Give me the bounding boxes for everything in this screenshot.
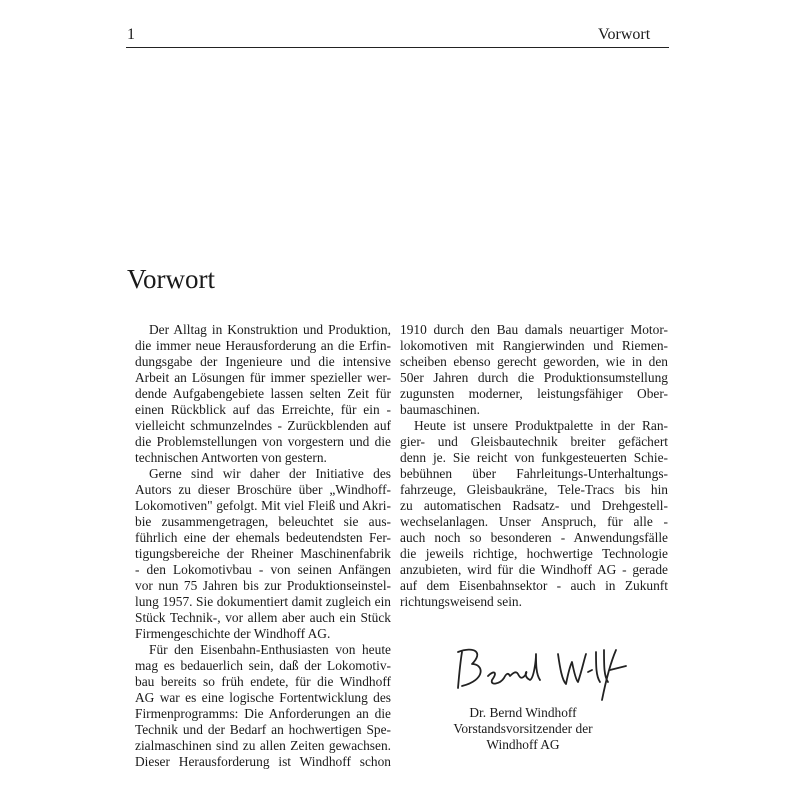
right-column: [400, 322, 668, 610]
text-line: gier- und Gleisbautechnik breiter gefächert: [400, 434, 668, 449]
text-line: einen Rückblick auf das Erreichte, für ein -: [135, 402, 391, 417]
text-line: Lokomotiven" gefolgt. Mit viel Fleiß und Akri-: [135, 498, 391, 513]
page-title: Vorwort: [127, 264, 216, 294]
text-line: 1910 durch den Bau damals neuartiger Motor-: [400, 322, 668, 337]
text-line: die immer neue Herausforderung an die Erfin-: [135, 338, 391, 353]
header-rule: [126, 47, 669, 48]
text-line: zu automatischen Radsatz- und Drehgestell-: [400, 498, 668, 513]
text-line: bie zusammengetragen, beleuchtet sie aus-: [135, 514, 391, 529]
text-line: zialmaschinen sind zu allen Zeiten gewachsen.: [135, 738, 391, 753]
text-line: zugunsten moderner, leistungsfähiger Ober-: [400, 386, 668, 401]
text-line: Stück Technik-, vor allem aber auch ein Stück: [135, 610, 391, 625]
text-line: bau bereits so früh endete, für die Windhoff: [135, 674, 391, 689]
text-line: wechselanlagen. Unser Anspruch, für alle -: [400, 514, 668, 529]
text-line: richtungsweisend sein.: [400, 594, 522, 609]
text-line: bebühnen über Fahrleitungs-Unterhaltungs-: [400, 466, 668, 481]
text-line: technischen Antworten von gestern.: [135, 450, 327, 465]
text-line: führlich eine der ehemals bedeutendsten Fer-: [135, 530, 391, 545]
text-line: scheiben ebenso gerecht geworden, wie in den: [400, 354, 668, 369]
caption-name: Dr. Bernd Windhoff: [469, 705, 577, 720]
text-line: lokomotiven mit Rangierwinden und Riemen-: [400, 338, 668, 353]
text-line: - den Lokomotivbau - von seinen Anfängen: [135, 562, 391, 577]
caption-company: Windhoff AG: [486, 737, 560, 752]
text-line: tigungsbereiche der Rheiner Maschinenfabrik: [135, 546, 391, 561]
text-line: dende Aufgabengebiete lassen selten Zeit für: [135, 386, 391, 401]
text-line: Firmenprogramms: Die Anforderungen an die: [135, 706, 391, 721]
text-line: dungsgabe der Ingenieure und die intensive: [135, 354, 391, 369]
caption-role: Vorstandsvorsitzender der: [453, 721, 593, 736]
signature-caption: [420, 705, 626, 753]
text-line: 50er Jahren durch die Produktionsumstellung: [400, 370, 668, 385]
text-line: Der Alltag in Konstruktion und Produktion,: [149, 322, 391, 337]
text-line: vor nun 75 Jahren bis zur Produktionseinstel-: [135, 578, 391, 593]
text-line: fahrzeuge, Gleisbaukräne, Tele-Tracs bis hin: [400, 482, 668, 497]
signature: [450, 640, 630, 706]
page-number: 1: [127, 26, 135, 43]
text-line: auf dem Eisenbahnsektor - auch in Zukunft: [400, 578, 668, 593]
text-line: lung 1957. Sie dokumentiert damit zugleich ein: [135, 594, 391, 609]
text-line: Arbeit an Lösungen für immer spezieller wer-: [135, 370, 391, 385]
text-line: mag es bedauerlich sein, daß der Lokomotiv-: [135, 658, 391, 673]
text-line: auch noch so besonderen - Anwendungsfälle: [400, 530, 668, 545]
text-line: AG war es eine logische Fortentwicklung des: [135, 690, 391, 705]
text-line: baumaschinen.: [400, 402, 480, 417]
text-line: die Problemstellungen von vorgestern und die: [135, 434, 391, 449]
text-line: Gerne sind wir daher der Initiative des: [149, 466, 391, 481]
text-line: Technik und der Bedarf an hochwertigen Spe-: [135, 722, 391, 737]
text-line: Autors zu dieser Broschüre über „Windhoff-: [135, 482, 391, 497]
text-line: Für den Eisenbahn-Enthusiasten von heute: [149, 642, 391, 657]
text-line: anzubieten, wird für die Windhoff AG - gerade: [400, 562, 668, 577]
text-line: Heute ist unsere Produktpalette in der Ran-: [414, 418, 668, 433]
left-column: [135, 322, 391, 770]
text-line: Dieser Herausforderung ist Windhoff schon: [135, 754, 391, 769]
text-line: vielleicht schmunzelndes - Zurückblenden auf: [135, 418, 391, 433]
text-line: denn je. Sie reicht von funkgesteuerten Schie-: [400, 450, 668, 465]
text-line: die jeweils richtige, hochwertige Technologie: [400, 546, 668, 561]
running-head: Vorwort: [598, 26, 651, 43]
text-line: Firmengeschichte der Windhoff AG.: [135, 626, 331, 641]
